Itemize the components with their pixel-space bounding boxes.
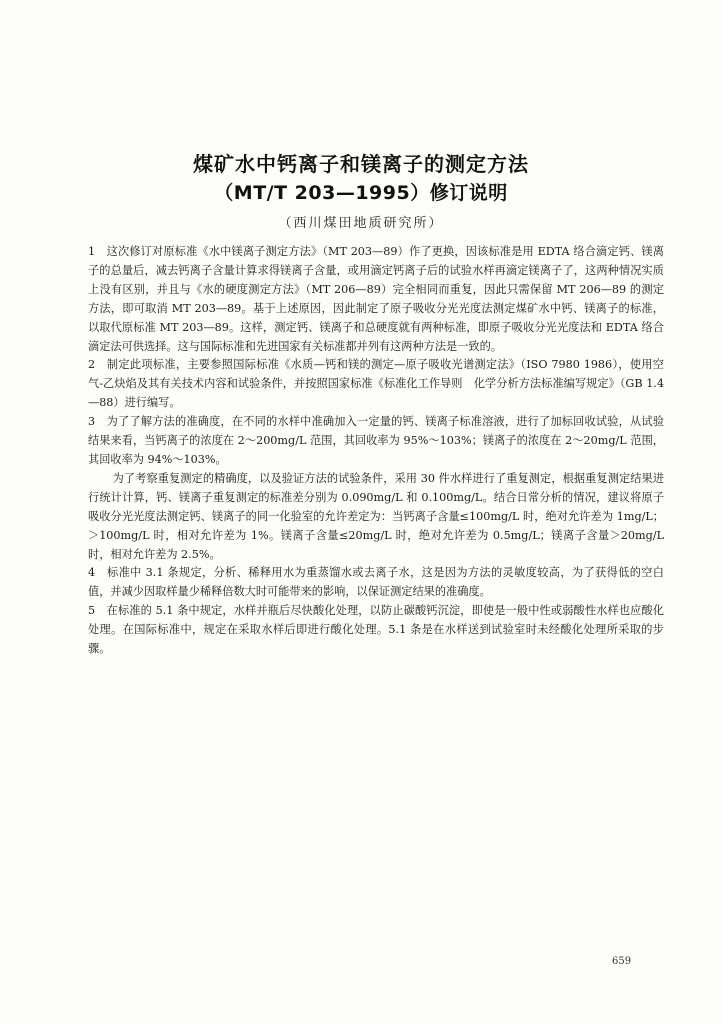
paragraph-3: 3 为了了解方法的准确度，在不同的水样中准确加入一定量的钙、镁离子标准溶液，进行了加标回收试验，从试验结果来看，当钙离子的浓度在 2～200mg/L 范围，其回收率为 95%～103%；镁离子的浓度在 2～20mg/L 范围，其回收率为 94%～103%。 (88, 415, 664, 466)
page-number: 659 (612, 956, 632, 967)
paragraph-2: 2 制定此项标准，主要参照国际标准《水质—钙和镁的测定—原子吸收光谱测定法》（ISO 7980 1986），使用空气-乙炔焰及其有关技术内容和试验条件，并按照国家标准《标准化工作导则 化学分析方法标准编写规定》（GB 1.4—88）进行编写。 (88, 358, 664, 410)
paragraph-5: 5 在标准的 5.1 条中规定，水样并瓶后尽快酸化处理，以防止碳酸钙沉淀，即使是一般中性或弱酸性水样也应酸化处理。在国际标准中，规定在采取水样后即进行酸化处理。5.1 条是在水样送到试验室时未经酸化处理所采取的步骤。 (88, 604, 664, 656)
paragraph-4: 4 标准中 3.1 条规定，分析、稀释用水为重蒸馏水或去离子水，这是因为方法的灵敏度较高，为了获得低的空白值，并减少因取样量少稀释倍数大时可能带来的影响，以保证测定结果的准确度。 (88, 566, 664, 599)
author-affiliation: （西川煤田地质研究所） (278, 216, 444, 231)
paragraph-3-continued: 为了考察重复测定的精确度，以及验证方法的试验条件，采用 30 件水样进行了重复测定，根据重复测定结果进行统计计算，钙、镁离子重复测定的标准差分别为 0.090mg/L 和 0.100mg/L。结合日常分析的情况，建议将原子吸收分光光度法测定钙、镁离子的同一化验室的允许差定为：当钙离子含量≤100mg/L 时，绝对允许差为 1mg/L；＞100mg/L 时，相对允许差为 1%。镁离子含量≤20mg/L 时，绝对允许差为 0.5mg/L；镁离子含量＞20mg/L 时，相对允许差为 2.5%。 (88, 471, 664, 561)
paragraph-1: 1 这次修订对原标准《水中镁离子测定方法》（MT 203—89）作了更换，因该标准是用 EDTA 络合滴定钙、镁离子的总量后，减去钙离子含量计算求得镁离子含量，或用滴定钙离子后的试验水样再滴定镁离子了，这两种情况实质上没有区别，并且与《水的硬度测定方法》（MT 206—89）完全相同而重复，因此只需保留 MT 206—89 的测定方法，即可取消 MT 203—89。基于上述原因，因此制定了原子吸收分光光度法测定煤矿水中钙、镁离子的标准，以取代原标准 MT 203—89。这样，测定钙、镁离子和总硬度就有两种标准，即原子吸收分光光度法和 EDTA 络合滴定法可供选择。这与国际标准和先进国家有关标准都并列有这两种方法是一致的。 (88, 245, 664, 353)
document-body (88, 243, 664, 659)
document-subtitle: （MT/T 203—1995）修订说明 (214, 182, 508, 204)
document-title: 煤矿水中钙离子和镁离子的测定方法 (193, 152, 529, 176)
